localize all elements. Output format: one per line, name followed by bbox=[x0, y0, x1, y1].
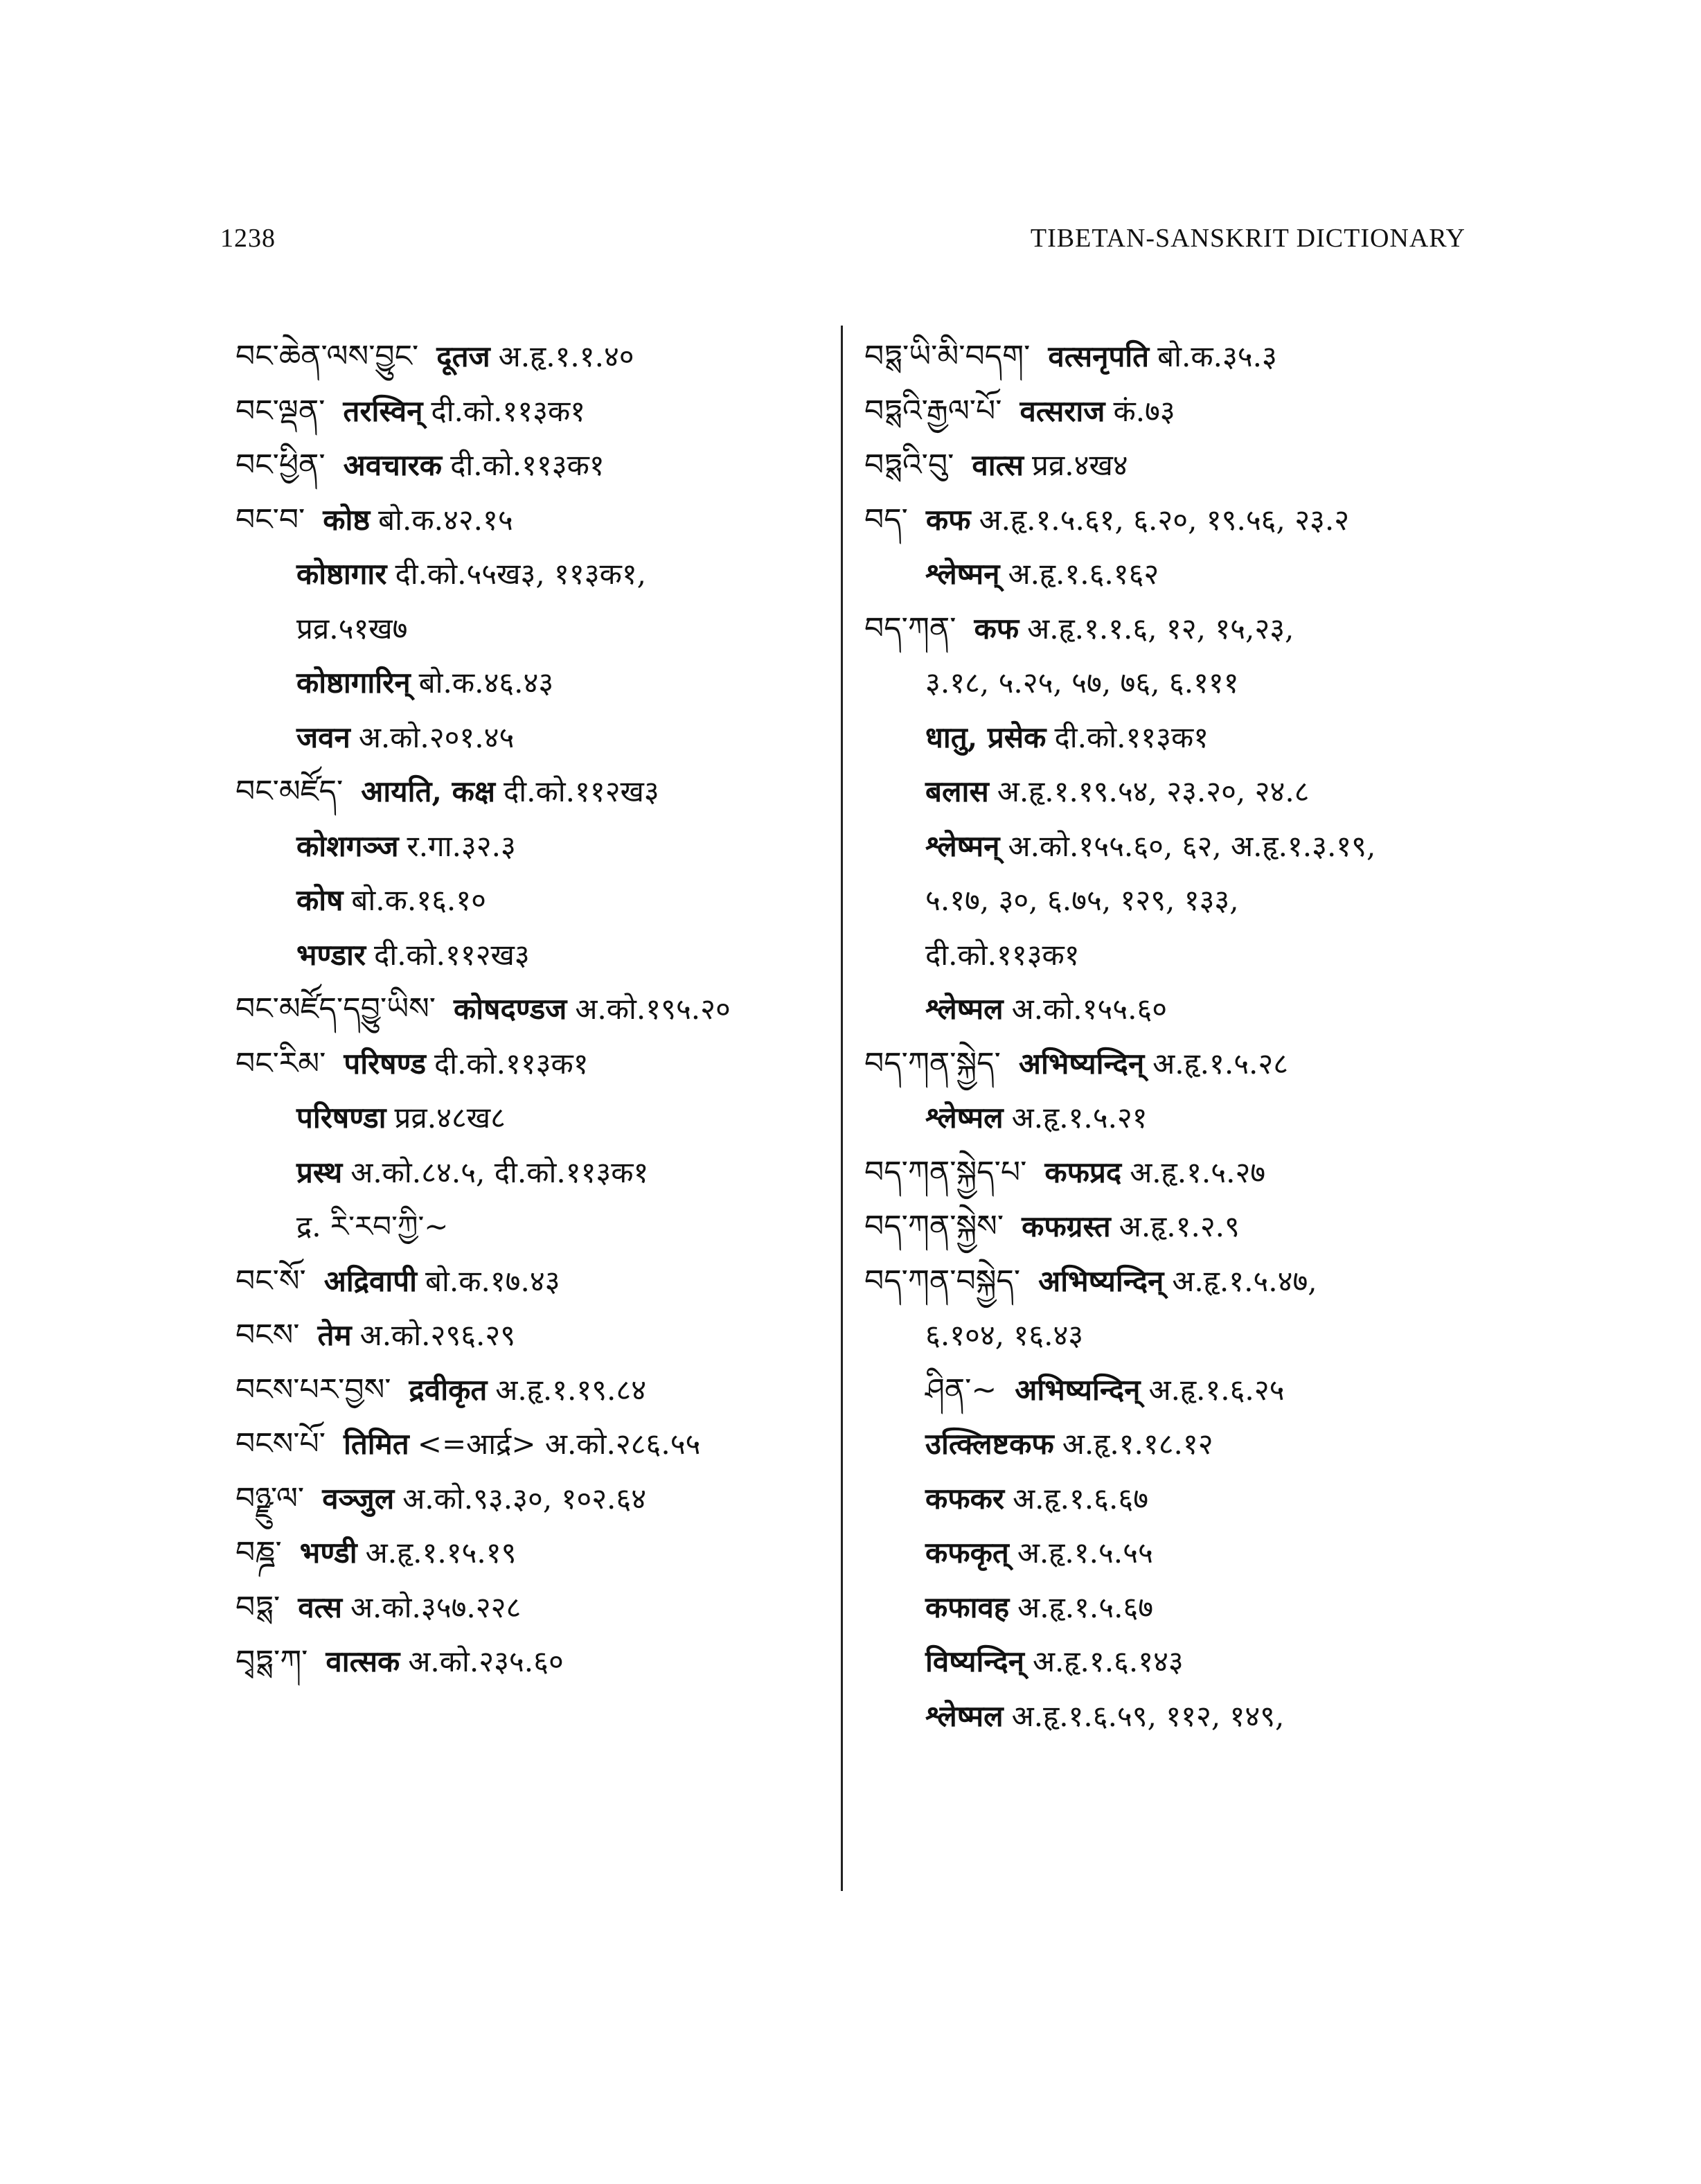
dictionary-entry bbox=[235, 1581, 859, 1635]
tibetan-headword: བད་ཀན་བསྐྱེད་ bbox=[864, 1263, 1021, 1299]
tibetan-headword: བང་སོ་ bbox=[235, 1263, 306, 1299]
sanskrit-equivalent: अभिष्यन्दिन् bbox=[1015, 1372, 1141, 1407]
dictionary-entry bbox=[864, 602, 1488, 657]
dictionary-entry bbox=[235, 1526, 859, 1581]
source-reference: अ.हृ.१.५.२७ bbox=[1130, 1155, 1266, 1189]
source-reference: बो.क.३५.३ bbox=[1157, 339, 1277, 373]
source-reference: प्रव्र.५१ख७ bbox=[296, 611, 408, 646]
source-reference: अ.हृ.१.६.२५ bbox=[1148, 1372, 1285, 1407]
dictionary-subentry bbox=[235, 873, 859, 928]
dictionary-entry bbox=[235, 765, 859, 819]
sanskrit-equivalent: कोष bbox=[296, 883, 344, 917]
dictionary-entry bbox=[864, 384, 1488, 439]
tibetan-headword: བཏྶ་ bbox=[235, 1589, 280, 1625]
source-reference: अ.हृ.१.१९.५४, २३.२०, २४.८ bbox=[997, 774, 1310, 808]
dictionary-subentry bbox=[864, 656, 1488, 711]
tibetan-headword: བཏྶའི་རྒྱལ་པོ་ bbox=[864, 393, 1002, 429]
tibetan-headword: བཏྶ་ཡི་མི་བདག་ bbox=[864, 339, 1031, 374]
dictionary-entry bbox=[235, 982, 859, 1037]
dictionary-entry bbox=[864, 1200, 1488, 1254]
dictionary-subentry bbox=[235, 928, 859, 983]
sanskrit-equivalent: परिषण्डा bbox=[296, 1101, 386, 1135]
source-reference: अ.हृ.१.५.२८ bbox=[1152, 1046, 1289, 1081]
sanskrit-equivalent: द्रवीकृत bbox=[409, 1372, 488, 1407]
dictionary-subentry bbox=[864, 1689, 1488, 1744]
source-reference: दी.को.११३क१ bbox=[434, 1046, 589, 1081]
source-reference: दी.को.११३क१ bbox=[450, 448, 605, 482]
source-reference: अ.को.३५७.२२८ bbox=[350, 1590, 522, 1624]
tibetan-headword: བང་མཛོད་ bbox=[235, 774, 344, 809]
dictionary-entry bbox=[864, 1146, 1488, 1200]
sanskrit-equivalent: श्लेष्मल bbox=[925, 1101, 1004, 1135]
source-reference: <=आर्द्र> अ.को.२८६.५५ bbox=[417, 1427, 701, 1461]
sanskrit-equivalent: विष्यन्दिन् bbox=[925, 1644, 1024, 1678]
source-reference: अ.को.१५५.६०, ६२, अ.हृ.१.३.१९, bbox=[1008, 828, 1376, 863]
dictionary-subentry bbox=[864, 1308, 1488, 1363]
dictionary-entry bbox=[864, 330, 1488, 384]
sanskrit-equivalent: भण्डार bbox=[296, 937, 366, 972]
dictionary-entry bbox=[235, 1417, 859, 1472]
source-reference: दी.को.११३क१ bbox=[431, 393, 586, 428]
source-reference: ३.१८, ५.२५, ५७, ७६, ६.१११ bbox=[925, 666, 1239, 700]
tibetan-headword: བད་ཀན་ bbox=[864, 610, 956, 646]
source-reference: बो.क.४२.१५ bbox=[378, 502, 513, 537]
tibetan-headword: བང་ཆེན་ལས་བྱུང་ bbox=[235, 339, 419, 374]
sanskrit-equivalent: श्लेष्मन् bbox=[925, 828, 1000, 863]
sanskrit-equivalent: परिषण्ड bbox=[344, 1046, 426, 1081]
dictionary-entry bbox=[235, 1308, 859, 1363]
dictionary-subentry bbox=[235, 547, 859, 602]
source-reference: अ.हृ.१.६.१६२ bbox=[1008, 557, 1159, 591]
source-reference: अ.को.१५५.६० bbox=[1011, 992, 1168, 1026]
dictionary-entry bbox=[235, 330, 859, 384]
sanskrit-equivalent: कफ bbox=[974, 611, 1019, 646]
tibetan-headword: ཤིན་~ bbox=[925, 1371, 997, 1408]
sanskrit-equivalent: आयति, कक्ष bbox=[361, 774, 495, 808]
dictionary-entry bbox=[235, 1037, 859, 1092]
sanskrit-equivalent: वत्सराज bbox=[1019, 393, 1105, 428]
dictionary-subentry bbox=[864, 1417, 1488, 1472]
sanskrit-equivalent: अभिष्यन्दिन् bbox=[1018, 1046, 1145, 1081]
sanskrit-equivalent: कोषदण्डज bbox=[454, 992, 567, 1026]
sanskrit-equivalent: दूतज bbox=[436, 339, 490, 373]
tibetan-headword: བད་ཀན་སྐྱེད་པ་ bbox=[864, 1154, 1027, 1190]
dictionary-subentry bbox=[235, 819, 859, 874]
dictionary-subentry bbox=[864, 711, 1488, 765]
source-reference: अ.हृ.१.१९.८४ bbox=[495, 1372, 647, 1407]
sanskrit-equivalent: वत्स bbox=[298, 1590, 342, 1624]
sanskrit-equivalent: वात्सक bbox=[326, 1644, 400, 1678]
source-reference: प्रव्र.४ख४ bbox=[1032, 448, 1128, 482]
dictionary-subentry bbox=[235, 1146, 859, 1200]
source-reference: द्र. རི་རབ་ཀྱི་~ bbox=[296, 1209, 449, 1243]
source-reference: अ.को.९३.३०, १०२.६४ bbox=[402, 1481, 647, 1516]
tibetan-headword: བཎྜ་ bbox=[235, 1535, 282, 1570]
dictionary-subentry bbox=[864, 819, 1488, 874]
tibetan-headword: བངས་པོ་ bbox=[235, 1426, 326, 1462]
dictionary-subentry bbox=[864, 1472, 1488, 1527]
tibetan-headword: བངས་པར་བྱས་ bbox=[235, 1371, 391, 1408]
dictionary-subentry bbox=[864, 873, 1488, 928]
source-reference: अ.को.८४.५, दी.को.११३क१ bbox=[350, 1155, 649, 1189]
dictionary-entry bbox=[864, 1254, 1488, 1309]
source-reference: अ.हृ.१.१५.१९ bbox=[365, 1536, 517, 1570]
source-reference: अ.हृ.१.१.६, १२, १५,२३, bbox=[1027, 611, 1294, 646]
sanskrit-equivalent: श्लेष्मन् bbox=[925, 557, 1000, 591]
tibetan-headword: བད་ཀན་སྐྱེས་ bbox=[864, 1209, 1004, 1244]
sanskrit-equivalent: बलास bbox=[925, 774, 989, 808]
sanskrit-equivalent: कोशगञ्ज bbox=[296, 828, 399, 863]
source-reference: ६.१०४, १६.४३ bbox=[925, 1318, 1084, 1352]
sanskrit-equivalent: धातु, प्रसेक bbox=[925, 720, 1047, 754]
sanskrit-equivalent: प्रस्थ bbox=[296, 1155, 343, 1189]
tibetan-headword: བཉྫུ་ལ་ bbox=[235, 1480, 305, 1516]
sanskrit-equivalent: कफ bbox=[925, 502, 971, 537]
dictionary-entry bbox=[235, 1254, 859, 1309]
tibetan-headword: བང་བ་ bbox=[235, 501, 305, 538]
sanskrit-equivalent: उत्क्लिष्टकफ bbox=[925, 1427, 1054, 1461]
dictionary-subentry bbox=[864, 1363, 1488, 1418]
tibetan-headword: བད་ཀན་སྐྱེད་ bbox=[864, 1045, 1001, 1081]
sanskrit-equivalent: श्लेष्मल bbox=[925, 992, 1004, 1026]
source-reference: अ.को.२०१.४५ bbox=[358, 720, 515, 754]
tibetan-headword: བང་རིམ་ bbox=[235, 1045, 326, 1081]
sanskrit-equivalent: कफावह bbox=[925, 1590, 1010, 1624]
tibetan-headword: བང་མཛོད་དབྱུ་ཡིས་ bbox=[235, 991, 436, 1027]
dictionary-subentry bbox=[864, 547, 1488, 602]
tibetan-headword: བང་ལྡན་ bbox=[235, 393, 326, 429]
source-reference: अ.हृ.१.६.१४३ bbox=[1032, 1644, 1184, 1678]
dictionary-subentry bbox=[864, 1091, 1488, 1146]
tibetan-headword: བཏྶའི་བུ་ bbox=[864, 447, 954, 483]
source-reference: अ.हृ.१.५.६१, ६.२०, १९.५६, २३.२ bbox=[979, 502, 1350, 537]
sanskrit-equivalent: तिमित bbox=[343, 1427, 409, 1461]
dictionary-subentry bbox=[235, 1200, 859, 1254]
dictionary-subentry bbox=[864, 1581, 1488, 1635]
column-divider bbox=[841, 326, 843, 1891]
source-reference: बो.क.१७.४३ bbox=[425, 1263, 560, 1298]
dictionary-subentry bbox=[864, 1635, 1488, 1689]
sanskrit-equivalent: कफप्रद bbox=[1044, 1155, 1122, 1189]
source-reference: अ.हृ.१.१८.१२ bbox=[1062, 1427, 1213, 1461]
sanskrit-equivalent: कफकृत् bbox=[925, 1536, 1009, 1570]
dictionary-entry bbox=[864, 493, 1488, 548]
sanskrit-equivalent: भण्डी bbox=[299, 1536, 357, 1570]
sanskrit-equivalent: कफकर bbox=[925, 1481, 1005, 1516]
dictionary-entry bbox=[235, 384, 859, 439]
sanskrit-equivalent: कोष्ठागारिन् bbox=[296, 666, 411, 700]
source-reference: अ.हृ.१.१.४० bbox=[498, 339, 634, 373]
source-reference: दी.को.११३क१ bbox=[1054, 720, 1209, 754]
dictionary-entry bbox=[235, 438, 859, 493]
sanskrit-equivalent: अद्रिवापी bbox=[323, 1263, 418, 1298]
source-reference: अ.हृ.१.५.६७ bbox=[1017, 1590, 1154, 1624]
source-reference: बो.क.४६.४३ bbox=[418, 666, 554, 700]
tibetan-headword: བངས་ bbox=[235, 1317, 300, 1353]
source-reference: अ.हृ.१.५.५५ bbox=[1017, 1536, 1153, 1570]
source-reference: दी.को.५५ख३, ११३क१, bbox=[395, 557, 647, 591]
dictionary-entry bbox=[235, 493, 859, 548]
source-reference: ५.१७, ३०, ६.७५, १२९, १३३, bbox=[925, 883, 1239, 917]
dictionary-subentry bbox=[864, 928, 1488, 983]
source-reference: बो.क.१६.१० bbox=[351, 883, 486, 917]
sanskrit-equivalent: वात्स bbox=[972, 448, 1024, 482]
dictionary-subentry bbox=[864, 1526, 1488, 1581]
source-reference: अ.हृ.१.२.९ bbox=[1119, 1209, 1240, 1243]
source-reference: दी.को.११२ख३ bbox=[374, 937, 530, 972]
source-reference: र.गा.३२.३ bbox=[407, 828, 516, 863]
source-reference: अ.हृ.१.६.५९, ११२, १४९, bbox=[1011, 1698, 1285, 1733]
source-reference: प्रव्र.४८ख८ bbox=[394, 1101, 506, 1135]
dictionary-subentry bbox=[864, 982, 1488, 1037]
sanskrit-equivalent: कोष्ठ bbox=[323, 502, 371, 537]
source-reference: दी.को.११३क१ bbox=[925, 937, 1080, 972]
dictionary-entry bbox=[235, 1363, 859, 1418]
dictionary-subentry bbox=[235, 1091, 859, 1146]
left-column bbox=[235, 330, 859, 1689]
dictionary-subentry bbox=[235, 656, 859, 711]
tibetan-headword: བང་ཕྱིན་ bbox=[235, 447, 326, 483]
sanskrit-equivalent: तेम bbox=[317, 1318, 352, 1352]
source-reference: दी.को.११२ख३ bbox=[504, 774, 659, 808]
dictionary-subentry bbox=[235, 711, 859, 765]
sanskrit-equivalent: वत्सनृपति bbox=[1048, 339, 1150, 373]
source-reference: अ.को.१९५.२० bbox=[575, 992, 731, 1026]
source-reference: अ.को.२९६.२९ bbox=[359, 1318, 516, 1352]
dictionary-entry bbox=[864, 1037, 1488, 1092]
sanskrit-equivalent: श्लेष्मल bbox=[925, 1698, 1004, 1733]
source-reference: अ.को.२३५.६० bbox=[408, 1644, 564, 1678]
running-title: TIBETAN-SANSKRIT DICTIONARY bbox=[1030, 224, 1466, 253]
sanskrit-equivalent: अवचारक bbox=[343, 448, 443, 482]
right-column bbox=[864, 330, 1488, 1743]
sanskrit-equivalent: कोष्ठागार bbox=[296, 557, 387, 591]
dictionary-subentry bbox=[864, 765, 1488, 819]
dictionary-entry bbox=[864, 438, 1488, 493]
page-number: 1238 bbox=[220, 224, 276, 253]
sanskrit-equivalent: वञ्जुल bbox=[322, 1481, 395, 1516]
dictionary-entry bbox=[235, 1472, 859, 1527]
dictionary-subentry bbox=[235, 602, 859, 657]
tibetan-headword: བྭཏྶ་ཀ་ bbox=[235, 1644, 308, 1679]
sanskrit-equivalent: तरस्विन् bbox=[343, 393, 423, 428]
sanskrit-equivalent: अभिष्यन्दिन् bbox=[1038, 1263, 1164, 1298]
source-reference: अ.हृ.१.६.६७ bbox=[1013, 1481, 1149, 1516]
dictionary-entry bbox=[235, 1635, 859, 1689]
source-reference: अ.हृ.१.५.४७, bbox=[1172, 1263, 1317, 1298]
sanskrit-equivalent: कफग्रस्त bbox=[1022, 1209, 1111, 1243]
source-reference: कं.७३ bbox=[1113, 393, 1175, 428]
sanskrit-equivalent: जवन bbox=[296, 720, 350, 754]
tibetan-headword: བད་ bbox=[864, 501, 908, 538]
source-reference: अ.हृ.१.५.२१ bbox=[1011, 1101, 1148, 1135]
